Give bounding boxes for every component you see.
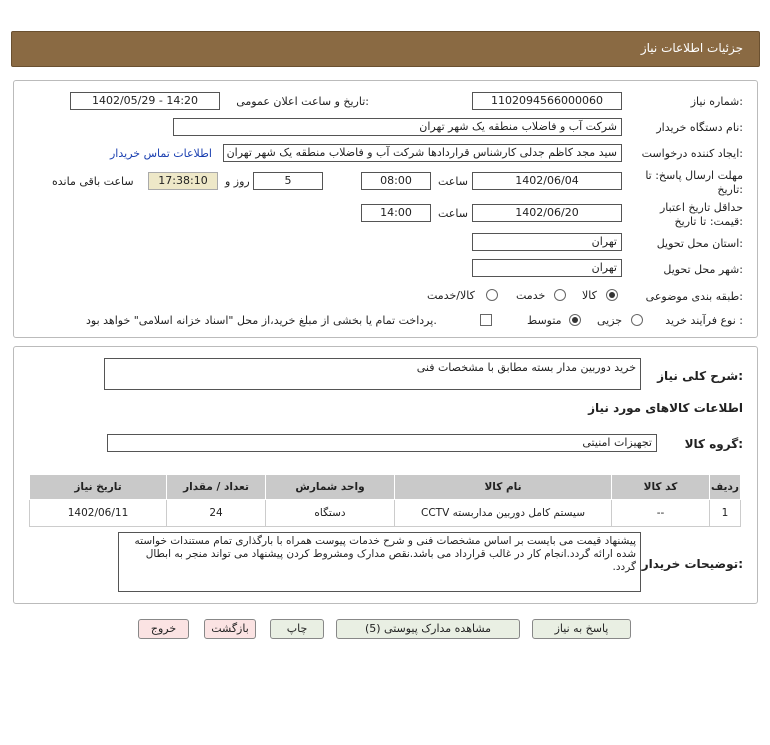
creator-label: ایجاد کننده درخواست: (641, 147, 743, 160)
buyer-org-label: نام دستگاه خریدار: (656, 121, 743, 134)
deadline-time-label: ساعت (438, 175, 468, 188)
cell-name: سیستم کامل دوربین مداربسته CCTV (395, 500, 612, 527)
days-field[interactable]: 5 (253, 172, 323, 190)
process-option-minor: جزیی (597, 314, 623, 327)
print-button[interactable]: چاپ (270, 619, 324, 639)
goods-info-title: اطلاعات کالاهای مورد نیاز (588, 401, 743, 415)
deadline-date-field[interactable]: 1402/06/04 (472, 172, 622, 190)
validity-date-field[interactable]: 1402/06/20 (472, 204, 622, 222)
process-label: نوع فرآیند خرید : (665, 314, 743, 327)
deadline-label: مهلت ارسال پاسخ: تا تاریخ: (645, 169, 743, 196)
col-code: کد کالا (612, 475, 710, 500)
deadline-time-field[interactable]: 08:00 (361, 172, 431, 190)
category-label: طبقه بندی موضوعی: (645, 290, 743, 303)
process-radio-medium[interactable] (569, 314, 581, 326)
creator-field[interactable]: سید مجد کاظم جدلی کارشناس قراردادها شرکت آب و فاضلاب منطقه یک شهر تهران (223, 144, 622, 162)
category-option-goods-service: کالا/خدمت (427, 289, 475, 302)
category-radio-goods[interactable] (606, 289, 618, 301)
category-option-goods: کالا (582, 289, 597, 302)
goods-table (29, 474, 741, 527)
exit-button[interactable]: خروج (138, 619, 189, 639)
days-label: روز و (225, 175, 250, 188)
province-label: استان محل تحویل: (656, 237, 743, 250)
reply-button[interactable]: پاسخ به نیاز (532, 619, 631, 639)
view-attachments-button[interactable]: مشاهده مدارک پیوستی (5) (336, 619, 520, 639)
city-field[interactable]: تهران (472, 259, 622, 277)
cell-qty: 24 (167, 500, 266, 527)
cell-date: 1402/06/11 (30, 500, 167, 527)
treasury-payment-checkbox[interactable] (480, 314, 492, 326)
col-date: تاریخ نیاز (30, 475, 167, 500)
page-title: جزئیات اطلاعات نیاز (640, 41, 743, 55)
province-field[interactable]: تهران (472, 233, 622, 251)
announce-label: تاریخ و ساعت اعلان عمومی: (236, 95, 369, 108)
cell-code: -- (612, 500, 710, 527)
process-option-medium: متوسط (527, 314, 562, 327)
summary-label: شرح کلی نیاز: (657, 369, 743, 383)
process-radio-minor[interactable] (631, 314, 643, 326)
goods-group-label: گروه کالا: (684, 437, 743, 451)
validity-time-label: ساعت (438, 207, 468, 220)
category-option-service: خدمت (516, 289, 546, 302)
cell-unit: دستگاه (266, 500, 395, 527)
page-header (11, 31, 760, 67)
col-qty: تعداد / مقدار (167, 475, 266, 500)
treasury-payment-note: پرداخت تمام یا بخشی از مبلغ خرید،از محل "اسناد خزانه اسلامی" خواهد بود. (86, 314, 437, 327)
table-row[interactable] (30, 500, 741, 527)
col-unit: واحد شمارش (266, 475, 395, 500)
buyer-org-field[interactable]: شرکت آب و فاضلاب منطقه یک شهر تهران (173, 118, 622, 136)
city-label: شهر محل تحویل: (663, 263, 743, 276)
announce-field[interactable]: 1402/05/29 - 14:20 (70, 92, 220, 110)
summary-field[interactable]: خرید دوربین مدار بسته مطابق با مشخصات فنی (104, 358, 641, 390)
col-row: ردیف (710, 475, 741, 500)
remaining-time-field: 17:38:10 (148, 172, 218, 190)
category-radio-goods-service[interactable] (486, 289, 498, 301)
category-radio-service[interactable] (554, 289, 566, 301)
col-name: نام کالا (395, 475, 612, 500)
validity-time-field[interactable]: 14:00 (361, 204, 431, 222)
back-button[interactable]: بازگشت (204, 619, 256, 639)
buyer-notes-field[interactable]: پیشنهاد قیمت می بایست بر اساس مشخصات فنی و شرح خدمات پیوست همراه با بارگذاری تمام مستندات خواسته شده ارائه گردد.انجام کار در غالب قرارداد می باشد.نقص مدارک ومشروط کردن پیشنهاد می تواند منجر به ابطال گردد. (118, 532, 641, 592)
need-number-field[interactable]: 1102094566000060 (472, 92, 622, 110)
buyer-notes-label: توضیحات خریدار: (641, 557, 743, 571)
contact-buyer-link[interactable]: اطلاعات تماس خریدار (110, 147, 212, 160)
validity-label: حداقل تاریخ اعتبار قیمت: تا تاریخ: (659, 201, 743, 228)
cell-row: 1 (710, 500, 741, 527)
goods-group-field[interactable]: تجهیزات امنیتی (107, 434, 657, 452)
need-number-label: شماره نیاز: (690, 95, 743, 108)
table-header-row (30, 475, 741, 500)
remaining-label: ساعت باقی مانده (52, 175, 134, 188)
